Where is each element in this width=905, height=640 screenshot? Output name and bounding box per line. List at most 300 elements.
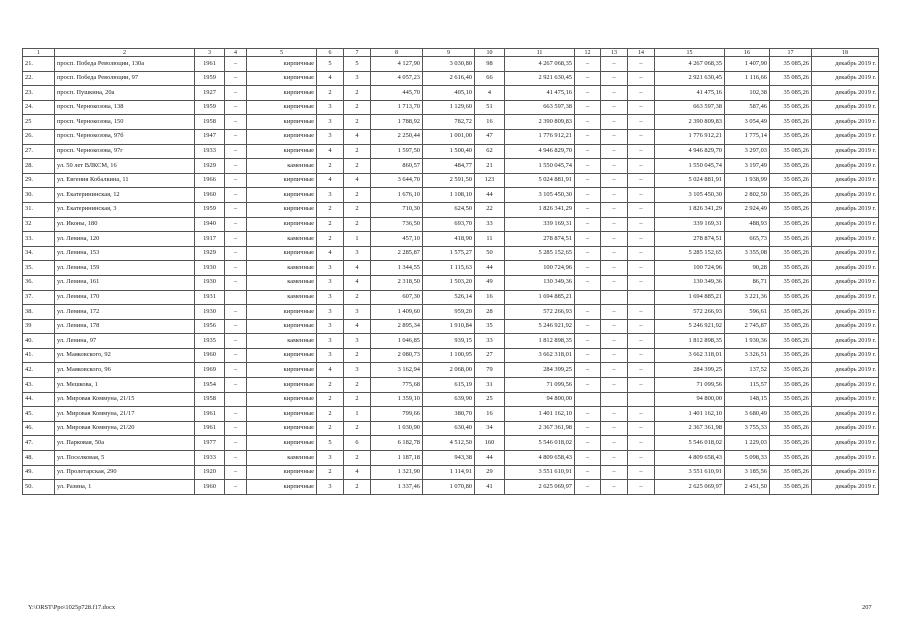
table-cell: 380,70 (423, 407, 475, 422)
table-cell: 35 085,26 (770, 202, 812, 217)
table-row (23, 378, 879, 393)
table-cell: 5 246 921,92 (655, 319, 725, 334)
table-cell: 4 (475, 86, 505, 101)
table-cell: 23. (23, 86, 55, 101)
table-cell: 1927 (195, 86, 225, 101)
table-cell: 939,15 (423, 334, 475, 349)
table-cell: 35 085,26 (770, 86, 812, 101)
table-cell: 2 (344, 202, 371, 217)
table-cell: 3 105 450,30 (505, 188, 575, 203)
table-cell: 607,30 (371, 290, 423, 305)
table-cell: – (628, 261, 655, 276)
table-cell: – (575, 451, 601, 466)
table-cell: 71 099,56 (505, 378, 575, 393)
table-cell: 2 068,00 (423, 363, 475, 378)
footer-file-path: Y:\ORST\Ppo\1025p728.f17.docx (28, 604, 116, 611)
table-cell: – (601, 334, 628, 349)
table-cell: декабрь 2019 г. (812, 319, 879, 334)
table-cell: просп. Чернокозова, 150 (55, 115, 195, 130)
table-cell: 2 451,50 (725, 480, 770, 495)
table-cell: ул. Ленина, 153 (55, 246, 195, 261)
table-cell: 1961 (195, 407, 225, 422)
table-header-row (23, 49, 879, 57)
table-cell: 3 (317, 100, 344, 115)
table-cell: декабрь 2019 г. (812, 71, 879, 86)
table-cell: 736,50 (371, 217, 423, 232)
table-cell: 137,52 (725, 363, 770, 378)
table-cell: 1 070,80 (423, 480, 475, 495)
table-cell: – (575, 115, 601, 130)
column-header: 17 (770, 49, 812, 57)
table-cell: 457,10 (371, 232, 423, 247)
table-cell: – (225, 334, 247, 349)
table-cell: – (628, 232, 655, 247)
table-cell: 339 169,31 (505, 217, 575, 232)
table-cell: 21. (23, 57, 55, 72)
table-cell: – (575, 407, 601, 422)
table-row (23, 407, 879, 422)
table-row (23, 451, 879, 466)
table-cell: 639,90 (423, 392, 475, 407)
table-cell: 26. (23, 129, 55, 144)
table-cell: 35 085,26 (770, 129, 812, 144)
table-cell: 31. (23, 202, 55, 217)
table-cell: 41 475,16 (655, 86, 725, 101)
table-cell: 148,15 (725, 392, 770, 407)
table-cell: 3 551 610,91 (655, 465, 725, 480)
table-cell: 35. (23, 261, 55, 276)
table-cell: кирпичные (247, 421, 317, 436)
table-row (23, 421, 879, 436)
table-cell: 943,38 (423, 451, 475, 466)
table-cell: 1930 (195, 275, 225, 290)
table-cell: 1 550 045,74 (505, 159, 575, 174)
table-cell: – (225, 173, 247, 188)
table-cell: 11 (475, 232, 505, 247)
table-cell: – (575, 86, 601, 101)
table-cell: 27. (23, 144, 55, 159)
table-cell: декабрь 2019 г. (812, 305, 879, 320)
table-cell: 1917 (195, 232, 225, 247)
table-cell: 2 616,40 (423, 71, 475, 86)
table-cell: 39 (23, 319, 55, 334)
table-cell: кирпичные (247, 378, 317, 393)
table-cell: 1 359,10 (371, 392, 423, 407)
table-cell: 2 (317, 232, 344, 247)
table-cell: – (601, 421, 628, 436)
column-header: 4 (225, 49, 247, 57)
table-cell: 94 800,00 (655, 392, 725, 407)
table-cell: 572 266,93 (655, 305, 725, 320)
table-cell: 35 085,26 (770, 57, 812, 72)
table-row (23, 188, 879, 203)
page-number: 207 (862, 604, 872, 611)
table-cell: 4 (317, 246, 344, 261)
table-row (23, 129, 879, 144)
column-header: 12 (575, 49, 601, 57)
table-cell: 1 116,66 (725, 71, 770, 86)
table-cell: 5 098,33 (725, 451, 770, 466)
table-cell: 31 (475, 378, 505, 393)
table-cell: – (225, 421, 247, 436)
column-header: 14 (628, 49, 655, 57)
table-cell: кирпичные (247, 436, 317, 451)
table-cell: – (628, 319, 655, 334)
column-header: 2 (55, 49, 195, 57)
table-cell: 22. (23, 71, 55, 86)
table-cell: ул. Разина, 1 (55, 480, 195, 495)
table-cell: – (575, 319, 601, 334)
table-cell: – (225, 319, 247, 334)
table-cell: 5 246 921,92 (505, 319, 575, 334)
table-cell: 526,14 (423, 290, 475, 305)
table-cell: декабрь 2019 г. (812, 246, 879, 261)
table-cell: 27 (475, 348, 505, 363)
table-cell: 35 085,26 (770, 305, 812, 320)
table-cell: 35 085,26 (770, 115, 812, 130)
table-cell: – (575, 71, 601, 86)
table-cell: 1 938,99 (725, 173, 770, 188)
table-cell: 100 724,96 (655, 261, 725, 276)
table-cell: – (601, 246, 628, 261)
table-cell: кирпичные (247, 480, 317, 495)
table-cell: – (575, 421, 601, 436)
table-cell: кирпичные (247, 144, 317, 159)
table-cell: 1954 (195, 378, 225, 393)
table-cell: кирпичные (247, 188, 317, 203)
table-cell: 35 085,26 (770, 319, 812, 334)
table-cell: 2 (344, 290, 371, 305)
table-cell: – (575, 144, 601, 159)
table-cell: 2 (317, 465, 344, 480)
table-row (23, 115, 879, 130)
table-cell: 50 (475, 246, 505, 261)
table-cell: 587,46 (725, 100, 770, 115)
table-cell: 1 100,95 (423, 348, 475, 363)
table-cell: – (601, 159, 628, 174)
table-cell: 2 (317, 392, 344, 407)
table-cell: 2 (317, 378, 344, 393)
table-cell: декабрь 2019 г. (812, 363, 879, 378)
table-cell: 2 367 361,98 (505, 421, 575, 436)
table-cell: 3 (317, 319, 344, 334)
table-cell: декабрь 2019 г. (812, 407, 879, 422)
table-cell: декабрь 2019 г. (812, 451, 879, 466)
table-cell: – (575, 129, 601, 144)
table-cell: – (575, 100, 601, 115)
table-cell: декабрь 2019 г. (812, 290, 879, 305)
table-cell: 3 644,70 (371, 173, 423, 188)
table-cell: – (575, 246, 601, 261)
table-cell: 49 (475, 275, 505, 290)
table-cell: 1966 (195, 173, 225, 188)
table-cell: 35 085,26 (770, 232, 812, 247)
table-cell: – (575, 378, 601, 393)
table-cell: – (628, 334, 655, 349)
table-cell: 3 (317, 275, 344, 290)
table-cell: – (601, 57, 628, 72)
table-cell: 1960 (195, 348, 225, 363)
table-cell: – (601, 363, 628, 378)
table-cell: 2 745,87 (725, 319, 770, 334)
table-cell: – (225, 480, 247, 495)
table-cell: – (628, 173, 655, 188)
table-cell: – (225, 202, 247, 217)
table-cell: – (225, 348, 247, 363)
table-cell: 2 (317, 86, 344, 101)
table-row (23, 480, 879, 495)
table-cell: 3 030,80 (423, 57, 475, 72)
table-cell: 35 085,26 (770, 465, 812, 480)
table-cell: – (225, 465, 247, 480)
table-cell: 35 085,26 (770, 261, 812, 276)
table-cell: – (628, 378, 655, 393)
table-row (23, 465, 879, 480)
table-cell: 3 (317, 188, 344, 203)
table-cell: 4 (344, 173, 371, 188)
table-cell: кирпичные (247, 115, 317, 130)
table-cell: – (225, 100, 247, 115)
table-cell: декабрь 2019 г. (812, 129, 879, 144)
table-cell: 572 266,93 (505, 305, 575, 320)
table-cell: 1 597,50 (371, 144, 423, 159)
table-cell: 445,70 (371, 86, 423, 101)
table-cell: 102,38 (725, 86, 770, 101)
table-cell: 3 355,08 (725, 246, 770, 261)
table-cell: 3 (344, 305, 371, 320)
table-cell: 3 197,49 (725, 159, 770, 174)
table-cell: 1958 (195, 115, 225, 130)
table-cell: каменные (247, 232, 317, 247)
table-row (23, 436, 879, 451)
table-cell: 2 (344, 392, 371, 407)
table-cell: декабрь 2019 г. (812, 480, 879, 495)
table-cell: – (628, 100, 655, 115)
table-cell: кирпичные (247, 465, 317, 480)
table-cell: декабрь 2019 г. (812, 378, 879, 393)
table-cell: 35 085,26 (770, 392, 812, 407)
column-header: 15 (655, 49, 725, 57)
table-cell: 278 874,51 (655, 232, 725, 247)
table-cell: 2 367 361,98 (655, 421, 725, 436)
table-cell: – (225, 436, 247, 451)
table-cell: 46. (23, 421, 55, 436)
table-cell: 1 115,63 (423, 261, 475, 276)
table-cell: 4 057,23 (371, 71, 423, 86)
column-header: 13 (601, 49, 628, 57)
table-body (23, 57, 879, 495)
table-cell: 2 921 630,45 (655, 71, 725, 86)
table-cell: 3 551 610,91 (505, 465, 575, 480)
table-cell: декабрь 2019 г. (812, 217, 879, 232)
table-cell: 1 713,70 (371, 100, 423, 115)
table-cell: 47 (475, 129, 505, 144)
table-cell: 1 694 885,21 (505, 290, 575, 305)
table-cell: ул. Парковая, 50а (55, 436, 195, 451)
table-cell: 34 (475, 421, 505, 436)
table-cell: 28 (475, 305, 505, 320)
table-cell: ул. Ленина, 161 (55, 275, 195, 290)
table-cell: 484,77 (423, 159, 475, 174)
column-header: 7 (344, 49, 371, 57)
table-cell: – (628, 451, 655, 466)
table-cell: 2 (344, 188, 371, 203)
table-cell: – (225, 232, 247, 247)
table-cell: 1 046,85 (371, 334, 423, 349)
table-cell: 1930 (195, 261, 225, 276)
table-cell: 1 812 898,35 (505, 334, 575, 349)
table-cell: 4 (317, 71, 344, 86)
table-cell: ул. Екатерининская, 12 (55, 188, 195, 203)
table-cell: 90,28 (725, 261, 770, 276)
table-cell: 4 (344, 319, 371, 334)
table-cell: 41. (23, 348, 55, 363)
table-cell: 1 775,14 (725, 129, 770, 144)
table-cell (575, 392, 601, 407)
column-header: 3 (195, 49, 225, 57)
table-cell: 2 (317, 202, 344, 217)
table-cell: 1940 (195, 217, 225, 232)
table-cell: 3 (344, 246, 371, 261)
table-cell: 29 (475, 465, 505, 480)
table-cell: 3 185,56 (725, 465, 770, 480)
table-cell: декабрь 2019 г. (812, 436, 879, 451)
table-cell: 3 (317, 451, 344, 466)
table-cell: ул. Ленина, 172 (55, 305, 195, 320)
table-cell: декабрь 2019 г. (812, 392, 879, 407)
table-cell: кирпичные (247, 246, 317, 261)
table-cell: – (225, 407, 247, 422)
table-cell: 35 085,26 (770, 159, 812, 174)
table-cell: – (601, 480, 628, 495)
table-cell: 123 (475, 173, 505, 188)
table-cell: 5 546 018,02 (505, 436, 575, 451)
table-cell: 25 (475, 392, 505, 407)
table-cell: декабрь 2019 г. (812, 86, 879, 101)
table-cell: 1 812 898,35 (655, 334, 725, 349)
table-cell: 1 407,90 (725, 57, 770, 72)
table-cell: 1 401 162,10 (655, 407, 725, 422)
table-cell: 4 512,50 (423, 436, 475, 451)
table-cell: 33 (475, 334, 505, 349)
table-cell: 5 024 881,91 (655, 173, 725, 188)
table-cell: 35 085,26 (770, 363, 812, 378)
table-cell: ул. Поселковая, 5 (55, 451, 195, 466)
table-cell: 1960 (195, 480, 225, 495)
table-cell: кирпичные (247, 407, 317, 422)
table-cell: ул. Евгения Кобалкина, 11 (55, 173, 195, 188)
table-cell: – (601, 129, 628, 144)
table-cell: декабрь 2019 г. (812, 275, 879, 290)
table-cell: 2 (344, 217, 371, 232)
table-cell: 3 (317, 290, 344, 305)
table-cell: 4 267 068,35 (505, 57, 575, 72)
table-cell: 3 297,03 (725, 144, 770, 159)
table-cell: 3 (317, 348, 344, 363)
table-row (23, 363, 879, 378)
table-cell: каменные (247, 451, 317, 466)
table-cell: – (601, 144, 628, 159)
table-cell: 710,30 (371, 202, 423, 217)
table-row (23, 159, 879, 174)
table-cell: 4 (317, 173, 344, 188)
table-cell: каменные (247, 275, 317, 290)
table-cell: 1929 (195, 246, 225, 261)
table-cell: 44 (475, 451, 505, 466)
table-cell: 3 (344, 71, 371, 86)
table-cell: 1 108,10 (423, 188, 475, 203)
table-cell: 35 085,26 (770, 290, 812, 305)
table-cell: декабрь 2019 г. (812, 173, 879, 188)
table-cell: 775,68 (371, 378, 423, 393)
table-cell: просп. Чернокозова, 97б (55, 129, 195, 144)
table-row (23, 144, 879, 159)
table-cell: 2 895,34 (371, 319, 423, 334)
table-cell: 35 085,26 (770, 217, 812, 232)
table-cell: – (601, 436, 628, 451)
table-cell: – (575, 305, 601, 320)
table-cell: 6 (344, 436, 371, 451)
table-cell: декабрь 2019 г. (812, 348, 879, 363)
table-cell: 3 054,49 (725, 115, 770, 130)
table-cell: – (601, 451, 628, 466)
table-cell: 1 788,92 (371, 115, 423, 130)
table-row (23, 217, 879, 232)
table-cell: – (225, 451, 247, 466)
table-cell: 4 946 829,70 (505, 144, 575, 159)
table-cell: 25 (23, 115, 55, 130)
table-row (23, 71, 879, 86)
table-cell: 1959 (195, 100, 225, 115)
table-cell: 2 591,50 (423, 173, 475, 188)
table-row (23, 305, 879, 320)
table-cell: 4 (317, 144, 344, 159)
table-cell: – (575, 57, 601, 72)
table-cell: – (601, 378, 628, 393)
table-cell (225, 392, 247, 407)
table-cell: – (628, 246, 655, 261)
table-cell: 35 085,26 (770, 480, 812, 495)
table-cell: – (601, 348, 628, 363)
table-row (23, 173, 879, 188)
table-cell: 2 (344, 451, 371, 466)
table-row (23, 290, 879, 305)
table-cell: 1 129,60 (423, 100, 475, 115)
table-cell: 1930 (195, 305, 225, 320)
table-cell: – (628, 86, 655, 101)
table-cell: ул. Мировая Коммуна, 21/15 (55, 392, 195, 407)
table-cell: – (601, 465, 628, 480)
table-cell: 5 (344, 57, 371, 72)
table-cell: – (575, 159, 601, 174)
table-cell: – (575, 173, 601, 188)
table-cell: 3 221,36 (725, 290, 770, 305)
table-cell: – (225, 144, 247, 159)
table-cell: 1 (344, 232, 371, 247)
table-cell: 1931 (195, 290, 225, 305)
table-cell: 2 (317, 159, 344, 174)
table-cell: 4 267 068,35 (655, 57, 725, 72)
table-cell: 1 500,40 (423, 144, 475, 159)
table-cell: – (225, 159, 247, 174)
table-cell: ул. 50 лет ВЛКСМ, 16 (55, 159, 195, 174)
table-cell: 4 127,90 (371, 57, 423, 72)
table-row (23, 261, 879, 276)
table-cell: 51 (475, 100, 505, 115)
table-cell: – (225, 188, 247, 203)
table-cell: 35 085,26 (770, 378, 812, 393)
table-cell: 2 (344, 144, 371, 159)
